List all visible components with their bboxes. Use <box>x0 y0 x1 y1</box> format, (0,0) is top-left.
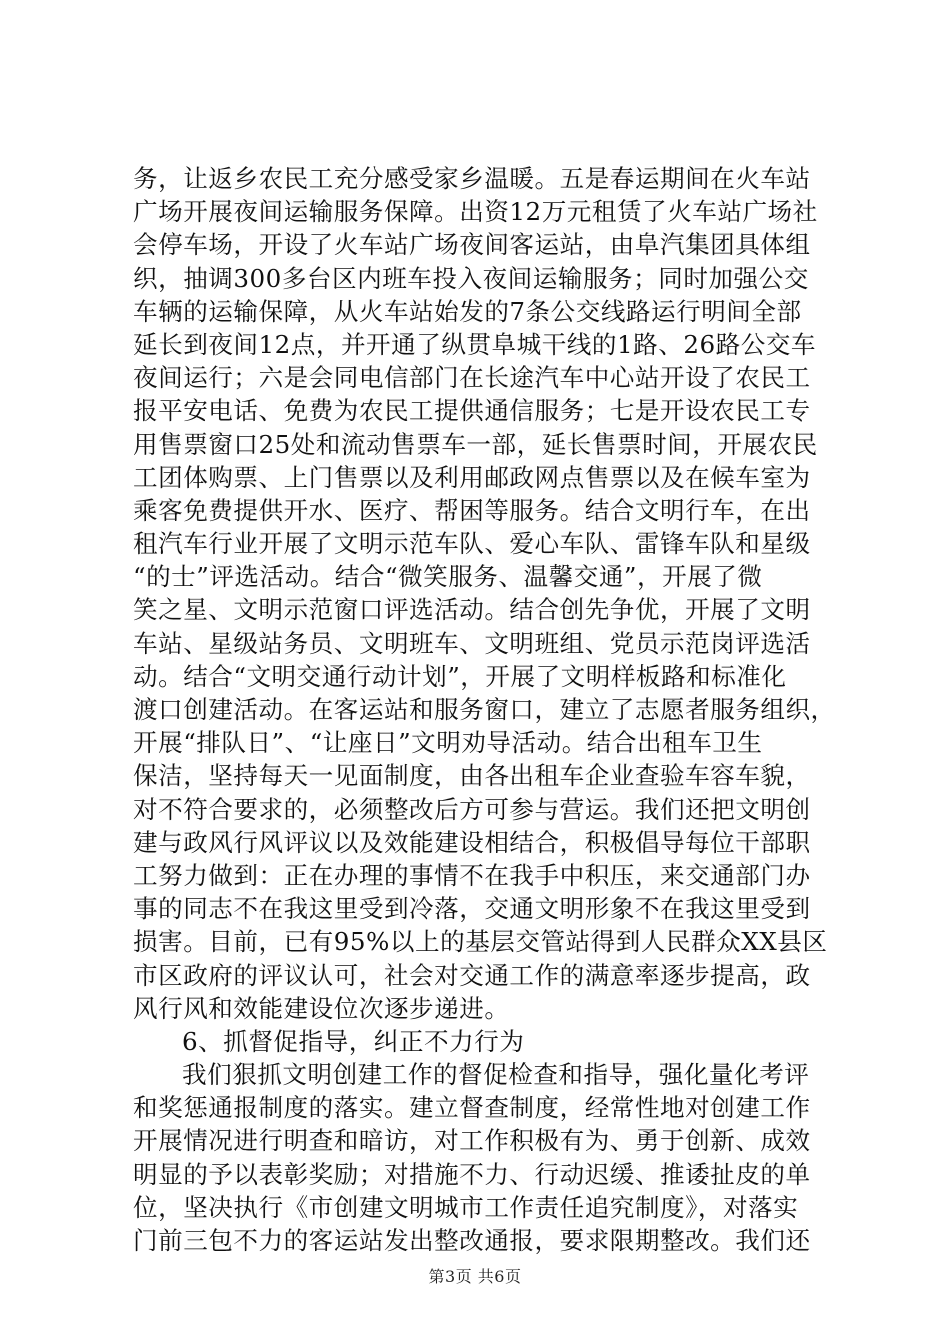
paragraph-line: 开展“排队日”、“让座日”文明劝导活动。结合出租车卫生 <box>133 728 763 758</box>
paragraph-line: 动。结合“文明交通行动计划”，开展了文明样板路和标准化 <box>133 661 787 691</box>
paragraph-line: 市区政府的评议认可，社会对交通工作的满意率逐步提高，政 <box>133 960 811 990</box>
page-number-label: 第3页 共6页 <box>428 1267 522 1286</box>
paragraph-line: 延长到夜间12点，并开通了纵贯阜城干线的1路、26路公交车 <box>133 329 816 359</box>
paragraph-line: 建与政风行风评议以及效能建设相结合，积极倡导每位干部职 <box>133 827 811 857</box>
section-heading: 6、抓督促指导，纠正不力行为 <box>182 1026 525 1056</box>
paragraph-line: 和奖惩通报制度的落实。建立督查制度，经常性地对创建工作 <box>133 1093 811 1123</box>
paragraph-line: 事的同志不在我这里受到冷落，交通文明形象不在我这里受到 <box>133 894 811 924</box>
page-footer <box>0 1264 950 1287</box>
paragraph-line: 渡口创建活动。在客运站和服务窗口，建立了志愿者服务组织， <box>133 695 836 724</box>
document-body <box>133 162 836 1257</box>
paragraph-line: 保洁，坚持每天一见面制度，由各出租车企业查验车容车貌， <box>133 761 811 791</box>
paragraph-line: “的士”评选活动。结合“微笑服务、温馨交通”，开展了微 <box>133 562 763 592</box>
paragraph-line: 位，坚决执行《市创建文明城市工作责任追究制度》，对落实 <box>133 1192 799 1222</box>
paragraph-line: 工努力做到：正在办理的事情不在我手中积压，来交通部门办 <box>133 860 811 890</box>
paragraph-line: 租汽车行业开展了文明示范车队、爱心车队、雷锋车队和星级 <box>133 529 811 559</box>
paragraph-line: 对不符合要求的，必须整改后方可参与营运。我们还把文明创 <box>133 794 811 824</box>
paragraph-line: 报平安电话、免费为农民工提供通信服务；七是开设农民工专 <box>133 396 811 426</box>
paragraph-line: 车辆的运输保障，从火车站始发的7条公交线路运行明间全部 <box>133 296 802 326</box>
paragraph-line: 门前三包不力的客运站发出整改通报，要求限期整改。我们还 <box>133 1226 811 1255</box>
paragraph-line: 风行风和效能建设位次逐步递进。 <box>133 993 510 1023</box>
paragraph-line: 务，让返乡农民工充分感受家乡温暖。五是春运期间在火车站 <box>133 164 811 193</box>
paragraph-line: 损害。目前，已有95%以上的基层交管站得到人民群众XX县区 <box>133 927 828 957</box>
paragraph-line: 夜间运行；六是会同电信部门在长途汽车中心站开设了农民工 <box>133 363 811 393</box>
paragraph-line: 用售票窗口25处和流动售票车一部，延长售票时间，开展农民 <box>133 429 818 459</box>
paragraph-line: 明显的予以表彰奖励；对措施不力、行动迟缓、推诿扯皮的单 <box>133 1159 811 1189</box>
paragraph-line: 织，抽调300多台区内班车投入夜间运输服务；同时加强公交 <box>133 263 809 293</box>
paragraph-line: 乘客免费提供开水、医疗、帮困等服务。结合文明行车，在出 <box>133 495 811 525</box>
paragraph-line: 会停车场，开设了火车站广场夜间客运站，由阜汽集团具体组 <box>133 230 811 260</box>
paragraph-line: 工团体购票、上门售票以及利用邮政网点售票以及在候车室为 <box>133 462 811 492</box>
paragraph-line: 笑之星、文明示范窗口评选活动。结合创先争优，开展了文明 <box>133 595 811 625</box>
paragraph-line: 广场开展夜间运输服务保障。出资12万元租赁了火车站广场社 <box>133 197 818 227</box>
paragraph-line: 开展情况进行明查和暗访，对工作积极有为、勇于创新、成效 <box>133 1126 811 1156</box>
paragraph-line: 我们狠抓文明创建工作的督促检查和指导，强化量化考评 <box>182 1060 810 1090</box>
paragraph-line: 车站、星级站务员、文明班车、文明班组、党员示范岗评选活 <box>133 628 811 658</box>
